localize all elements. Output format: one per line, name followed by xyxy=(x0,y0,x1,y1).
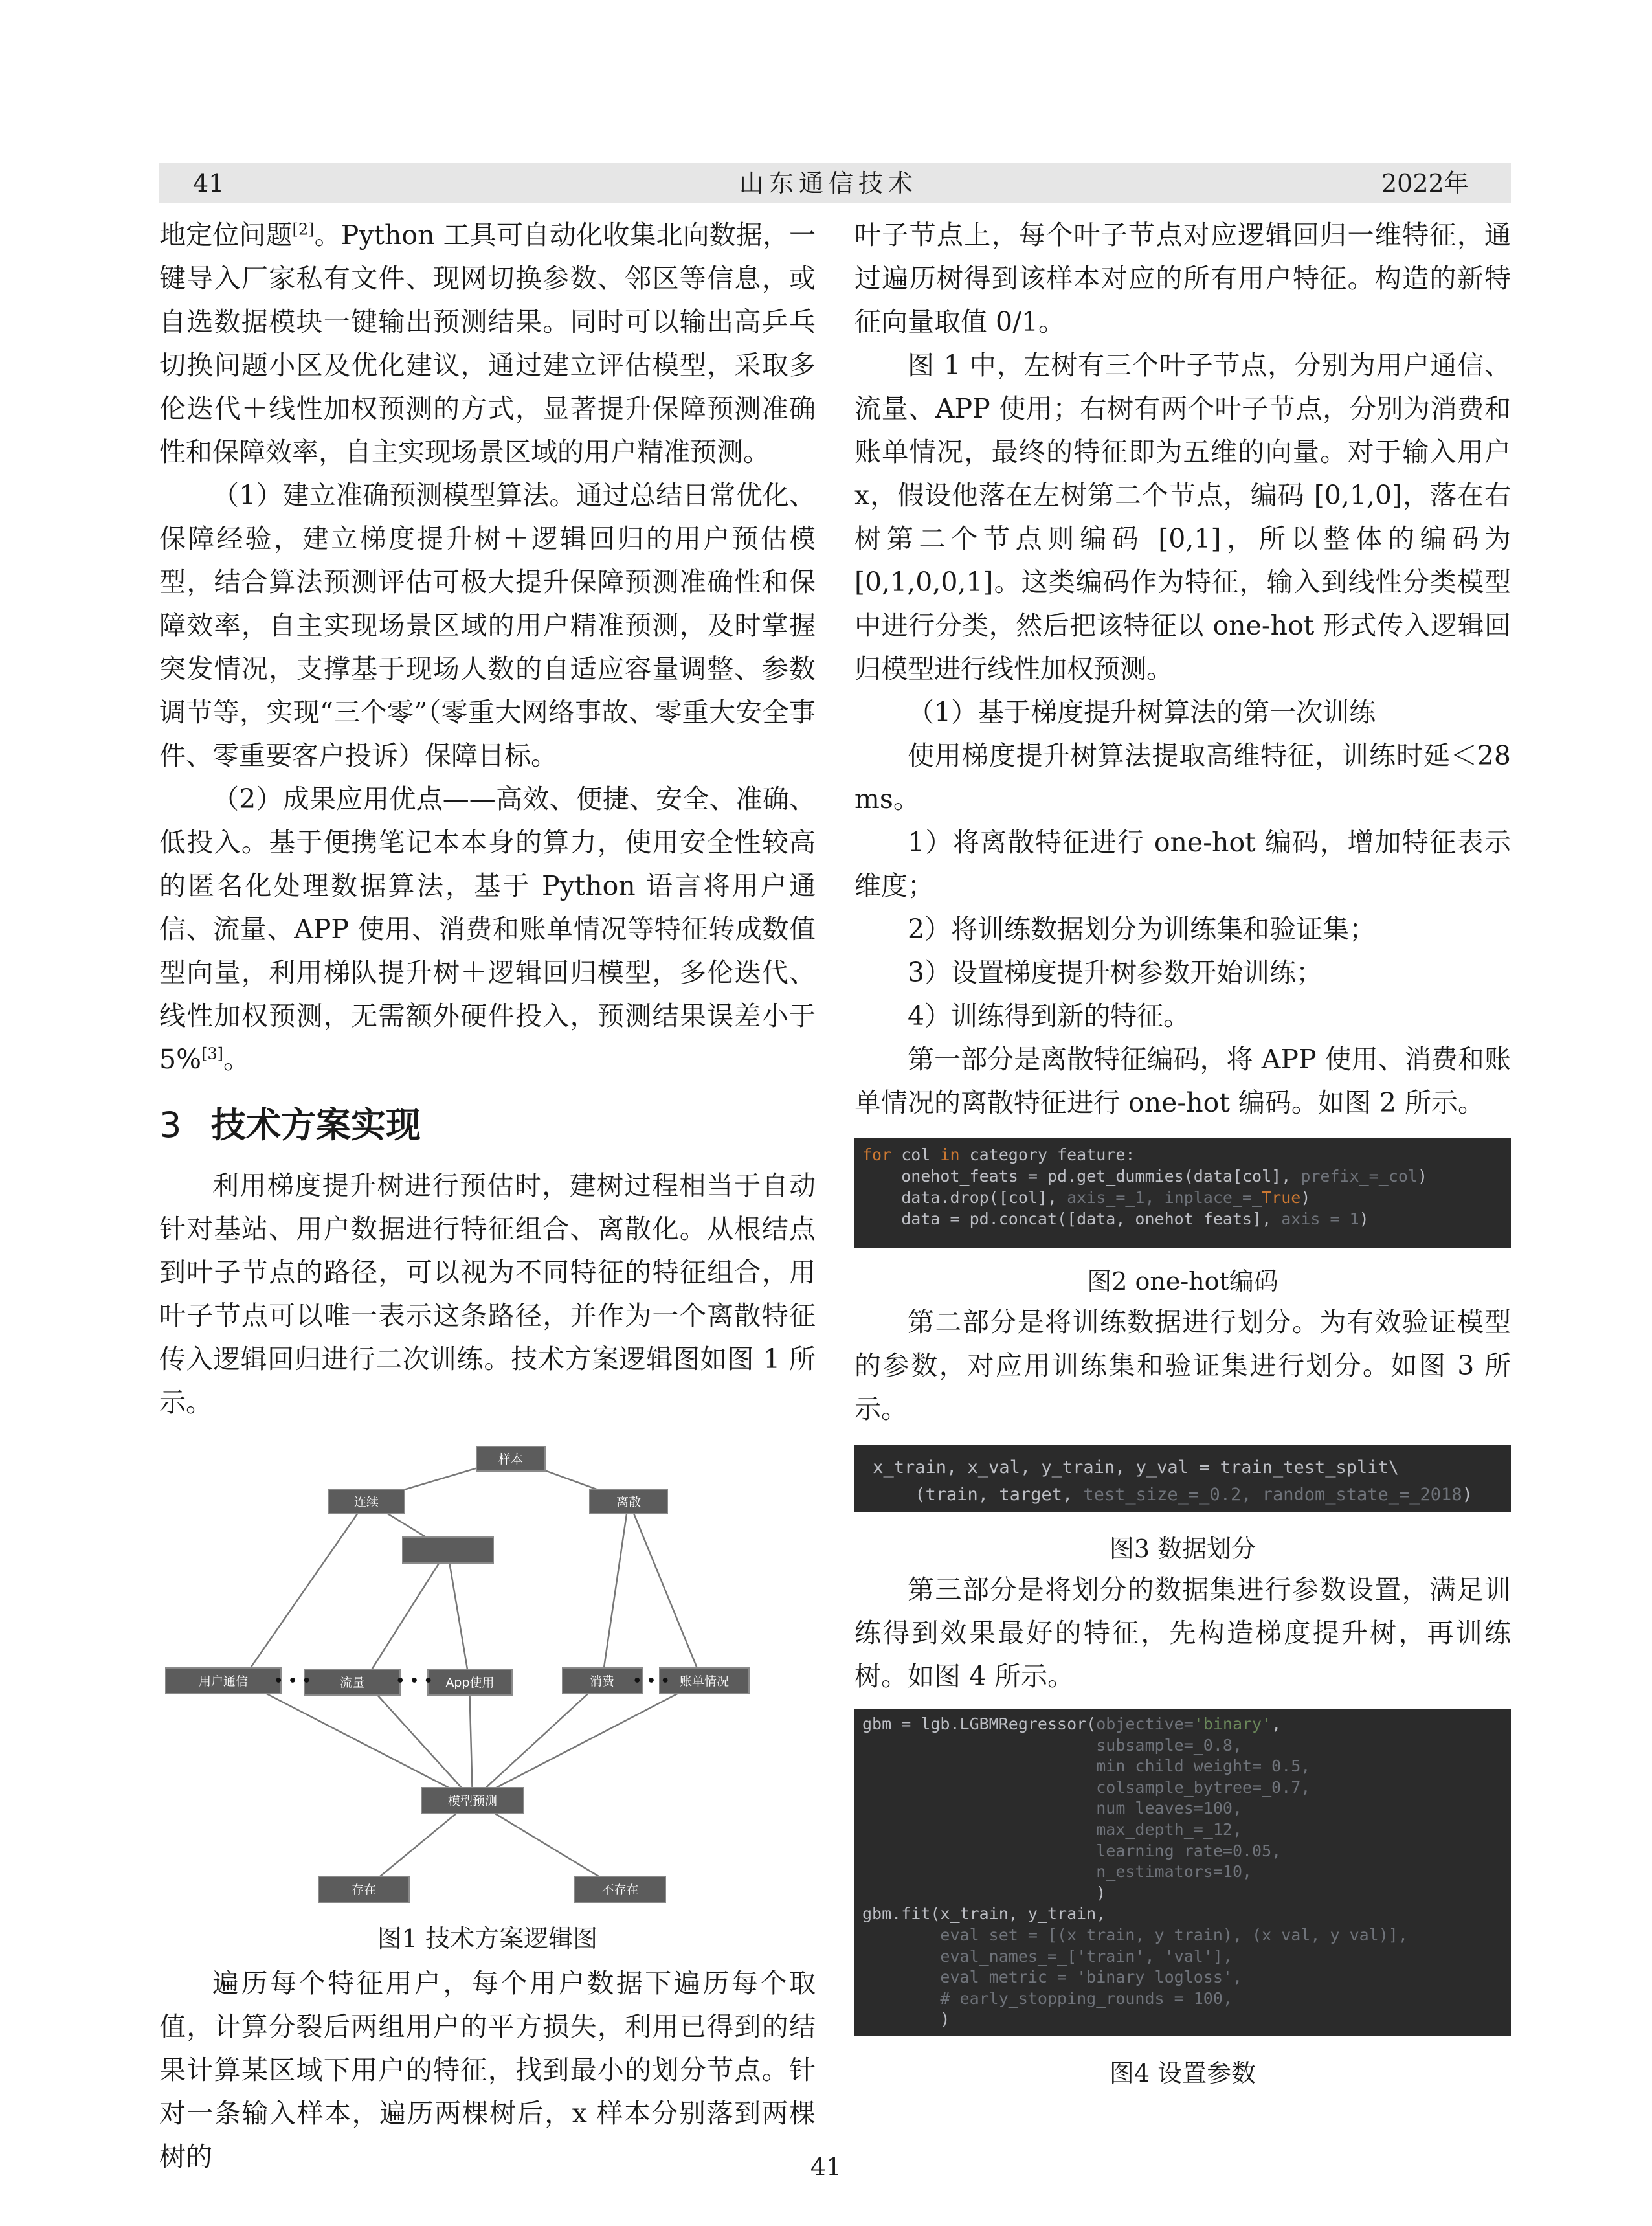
paragraph: 第二部分是将训练数据进行划分。为有效验证模型的参数，对应用训练集和验证集进行划分。如图 3 所示。 xyxy=(854,1307,1511,1424)
ellipsis-3: • • • xyxy=(632,1673,670,1689)
figure-1 xyxy=(159,1437,816,1910)
code-block-split: x_train, x_val, y_train, y_val = train_test_split\ (train, target, test_size_=_0.2, random_state_=_2018) xyxy=(854,1445,1511,1512)
node-discrete-label: 离散 xyxy=(616,1495,642,1509)
section-title: 技术方案实现 xyxy=(211,1105,421,1145)
paragraph: 利用梯度提升树进行预估时，建树过程相当于自动针对基站、用户数据进行特征组合、离散化。从根结点到叶子节点的路径，可以视为不同特征的特征组合，用叶子节点可以唯一表示这条路径，并作为一个离散特征传入逻辑回归进行二次训练。技术方案逻辑图如图 1 所示。 xyxy=(159,1170,816,1418)
header-year: 2022年 xyxy=(1381,169,1469,197)
paragraph: 第三部分是将划分的数据集进行参数设置，满足训练得到效果最好的特征，先构造梯度提升树，再训练树。如图 4 所示。 xyxy=(854,1574,1511,1692)
paragraph: 第一部分是离散特征编码，将 APP 使用、消费和账单情况的离散特征进行 one-hot 编码。如图 2 所示。 xyxy=(854,1044,1511,1118)
citation: [2] xyxy=(292,220,315,239)
list-item: 4）训练得到新的特征。 xyxy=(908,1000,1190,1031)
figure-1-caption: 图1 技术方案逻辑图 xyxy=(377,1924,598,1953)
paragraph: 使用梯度提升树算法提取高维特征，训练时延＜28 ms。 xyxy=(854,740,1511,815)
logic-diagram xyxy=(159,1437,816,1910)
node-model-label: 模型预测 xyxy=(447,1794,498,1808)
list-item: 3）设置梯度提升树参数开始训练； xyxy=(908,957,1323,988)
node-root-label: 样本 xyxy=(498,1452,524,1467)
paragraph: （1）建立准确预测模型算法。通过总结日常优化、保障经验，建立梯度提升树＋逻辑回归的用户预估模型，结合算法预测评估可极大提升保障预测准确性和保障效率，自主实现场景区域的用户精准预测，及时掌握突发情况，支撑基于现场人数的自适应容量调整、参数调节等，实现“三个零”（零重大网络事故、零重大安全事件、零重要客户投诉）保障目标。 xyxy=(159,480,816,771)
section-number: 3 xyxy=(159,1105,182,1145)
section-heading xyxy=(159,1093,816,1158)
figure-2-caption: 图2 one-hot编码 xyxy=(1087,1267,1278,1296)
code-block-onehot: for col in category_feature: onehot_feats = pd.get_dummies(data[col], prefix_=_col) data.drop([col], axis_=_1, inplace_=_True) data = pd.concat([data, onehot_feats], axis_=_1) xyxy=(854,1138,1511,1248)
figure-3-caption: 图3 数据划分 xyxy=(1109,1535,1256,1563)
ellipsis-2: • • • xyxy=(396,1673,433,1689)
node-user-comm-label: 用户通信 xyxy=(198,1674,249,1689)
header-page-number: 41 xyxy=(193,169,225,197)
paragraph: 遍历每个特征用户，每个用户数据下遍历每个取值，计算分裂后两组用户的平方损失，利用已得到的结果计算某区域下用户的特征，找到最小的划分节点。针对一条输入样本，遍历两棵树后，x 样本分别落到两棵树的 xyxy=(159,1968,816,2172)
list-item: 2）将训练数据划分为训练集和验证集； xyxy=(908,914,1376,945)
figure-4-caption: 图4 设置参数 xyxy=(1109,2059,1256,2087)
node-not-exist-label: 不存在 xyxy=(601,1883,639,1897)
journal-name: 山东通信技术 xyxy=(739,169,918,197)
paragraph: 叶子节点上，每个叶子节点对应逻辑回归一维特征，通过遍历树得到该样本对应的所有用户特征。构造的新特征向量取值 0/1。 xyxy=(854,219,1511,337)
paragraph: 图 1 中，左树有三个叶子节点，分别为用户通信、流量、APP 使用；右树有两个叶子节点，分别为消费和账单情况，最终的特征即为五维的向量。对于输入用户 x，假设他落在左树第二个节点，编码 [0,1,0]，落在右树第二个节点则编码 [0,1]，所以整体的编码为 [0,1,0,0,1]。这类编码作为特征，输入到线性分类模型中进行分类，然后把该特征以 one-hot 形式传入逻辑回归模型进行线性加权预测。 xyxy=(854,350,1511,684)
paragraph: （1）基于梯度提升树算法的第一次训练 xyxy=(908,697,1376,728)
node-billing-label: 账单情况 xyxy=(679,1674,730,1689)
code-block-params: gbm = lgb.LGBMRegressor(objective='binary', subsample=_0.8, min_child_weight=_0.5, colsample_bytree=_0.7, num_leaves=100, max_depth_=_12, learning_rate=0.05, n_estimators=10, ) gbm.fit(x_train, y_train, eval_set_=_[(x_train, y_train), (x_val, y_val)], eval_names_=_['train', 'val'], eval_metric_=_'binary_logloss', # early_stopping_rounds = 100, ) xyxy=(854,1709,1511,2036)
paragraph: （2）成果应用优点——高效、便捷、安全、准确、低投入。基于便携笔记本本身的算力，使用安全性较高的匿名化处理数据算法，基于 Python 语言将用户通信、流量、APP 使用、消费和账单情况等特征转成数值型向量，利用梯队提升树＋逻辑回归模型，多伦迭代、线性加权预测，无需额外硬件投入，预测结果误差小于 5%[3]。 xyxy=(159,783,816,1075)
node-app-usage-label: App使用 xyxy=(445,1676,495,1690)
right-column xyxy=(854,214,1511,2093)
footer-page-number: 41 xyxy=(810,2153,842,2181)
node-consumption-label: 消费 xyxy=(589,1674,615,1689)
paragraph: 地定位问题[2]。Python 工具可自动化收集北向数据，一键导入厂家私有文件、现网切换参数、邻区等信息，或自选数据模块一键输出预测结果。同时可以输出高乒乓切换问题小区及优化建议，通过建立评估模型，采取多伦迭代＋线性加权预测的方式，显著提升保障预测准确性和保障效率，自主实现场景区域的用户精准预测。 xyxy=(159,219,816,467)
node-traffic-label: 流量 xyxy=(339,1676,365,1690)
ellipsis-1: • • • xyxy=(274,1673,311,1689)
list-item: 1）将离散特征进行 one-hot 编码，增加特征表示维度； xyxy=(854,827,1511,901)
left-column xyxy=(159,214,816,2179)
node-continuous-label: 连续 xyxy=(353,1495,379,1509)
citation: [3] xyxy=(201,1044,224,1063)
node-intermediate xyxy=(403,1537,493,1563)
node-exist-label: 存在 xyxy=(351,1883,377,1897)
